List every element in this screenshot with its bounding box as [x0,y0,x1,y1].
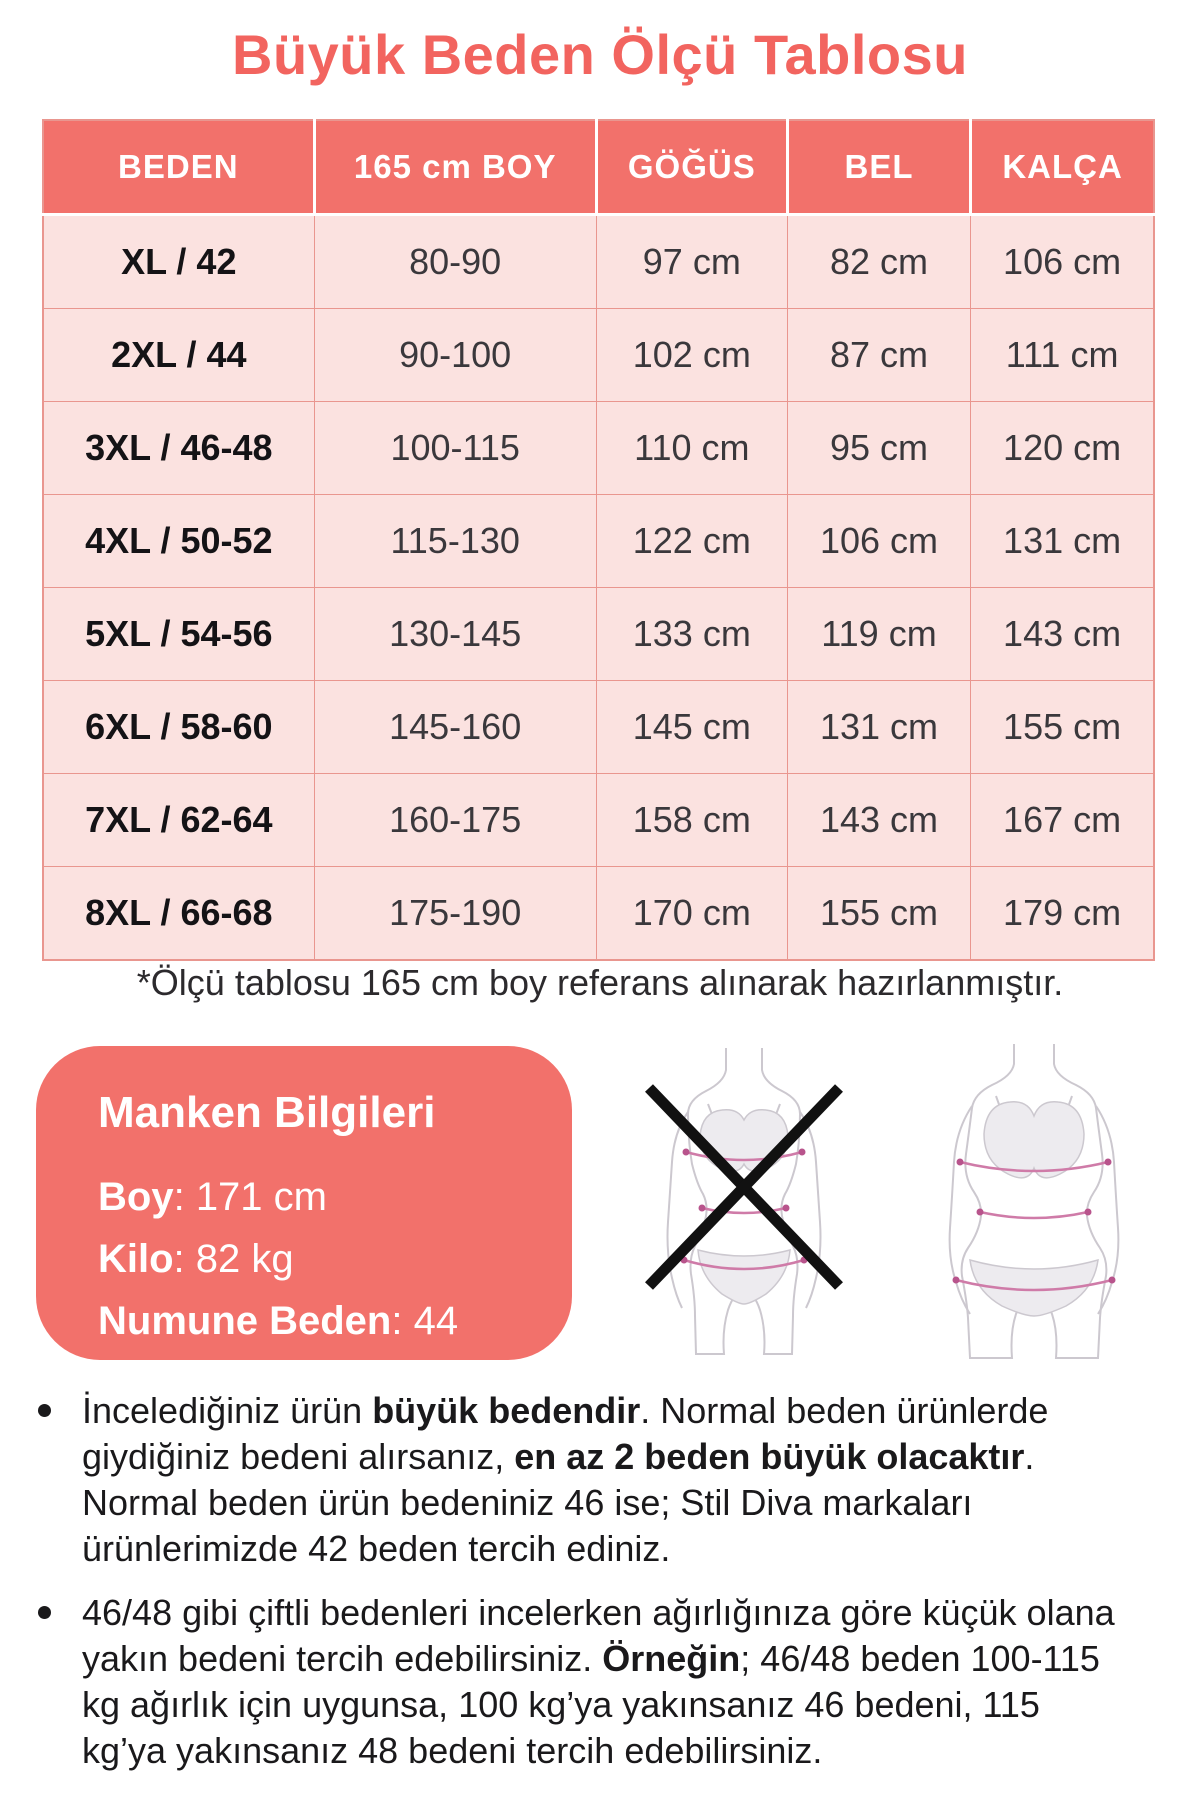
model-weight-line [98,1228,542,1290]
size-cell: 7XL / 62-64 [43,774,314,867]
separator: : [173,1237,196,1281]
info-bullet-list [36,1388,1128,1792]
kalca-cell: 179 cm [971,867,1154,961]
bel-cell: 82 cm [787,215,970,309]
kalca-cell: 106 cm [971,215,1154,309]
table-row [43,495,1154,588]
bullet-text-bold: büyük bedendir [372,1390,641,1431]
gogus-cell: 102 cm [596,309,787,402]
kalca-cell: 155 cm [971,681,1154,774]
model-height-label: Boy [98,1175,174,1219]
table-row [43,215,1154,309]
slim-body-figure-crossed [604,1046,884,1358]
boy-cell: 80-90 [314,215,596,309]
col-header-boy: 165 cm BOY [314,120,596,215]
bel-cell: 119 cm [787,588,970,681]
table-row [43,867,1154,961]
col-header-beden: BEDEN [43,120,314,215]
kalca-cell: 131 cm [971,495,1154,588]
bullet-text: İncelediğiniz ürün [82,1390,373,1431]
bullet-text: 46/48 gibi çiftli bedenleri incelerken ağırlığınıza göre küçük olana yakın bedeni tercih edebilirsiniz. [82,1592,1115,1679]
size-cell: 5XL / 54-56 [43,588,314,681]
table-row [43,309,1154,402]
boy-cell: 115-130 [314,495,596,588]
model-height-value: 171 cm [195,1175,327,1219]
col-header-gogus: GÖĞÜS [596,120,787,215]
gogus-cell: 170 cm [596,867,787,961]
size-cell: 8XL / 66-68 [43,867,314,961]
size-cell: 3XL / 46-48 [43,402,314,495]
slim-body-outline [688,1048,800,1354]
bullet-sizing-note [36,1388,1128,1572]
bullet-text: . Normal beden ürünlerde giydiğiniz bedeni alırsanız, [82,1390,1049,1477]
size-cell: 4XL / 50-52 [43,495,314,588]
boy-cell: 90-100 [314,309,596,402]
bel-cell: 143 cm [787,774,970,867]
model-info-title: Manken Bilgileri [98,1088,436,1137]
kalca-cell: 120 cm [971,402,1154,495]
model-sample-size-label: Numune Beden [98,1299,392,1343]
model-weight-value: 82 kg [195,1237,294,1281]
col-header-bel: BEL [787,120,970,215]
table-row [43,774,1154,867]
model-weight-label: Kilo [98,1237,174,1281]
table-row [43,681,1154,774]
bullet-text: . Normal beden ürün bedeniniz 46 ise; Stil Diva markaları ürünlerimizde 42 beden tercih ediniz. [82,1436,1035,1569]
bel-cell: 155 cm [787,867,970,961]
kalca-cell: 143 cm [971,588,1154,681]
model-sample-size-value: 44 [413,1299,459,1343]
boy-cell: 175-190 [314,867,596,961]
gogus-cell: 97 cm [596,215,787,309]
bullet-double-size-note [36,1590,1128,1774]
col-header-kalca: KALÇA [971,120,1154,215]
table-footnote: *Ölçü tablosu 165 cm boy referans alınarak hazırlanmıştır. [136,962,1064,1003]
gogus-cell: 122 cm [596,495,787,588]
page-title: Büyük Beden Ölçü Tablosu [232,23,968,86]
separator: : [173,1175,196,1219]
gogus-cell: 145 cm [596,681,787,774]
size-table [42,119,1155,961]
table-row [43,402,1154,495]
bel-cell: 131 cm [787,681,970,774]
table-row [43,588,1154,681]
model-info-box [36,1046,572,1360]
model-height-line [98,1166,542,1228]
plus-body-figure [884,1042,1184,1360]
size-cell: 2XL / 44 [43,309,314,402]
gogus-cell: 110 cm [596,402,787,495]
bullet-text-bold: en az 2 beden büyük olacaktır [514,1436,1025,1477]
kalca-cell: 167 cm [971,774,1154,867]
boy-cell: 100-115 [314,402,596,495]
bel-cell: 106 cm [787,495,970,588]
bel-cell: 87 cm [787,309,970,402]
bullet-text: ; 46/48 beden 100-115 kg ağırlık için uygunsa, 100 kg’ya yakınsanız 46 bedeni, 115 kg’ya yakınsanız 48 bedeni tercih edebilirsiniz. [82,1638,1100,1771]
gogus-cell: 158 cm [596,774,787,867]
bel-cell: 95 cm [787,402,970,495]
boy-cell: 130-145 [314,588,596,681]
boy-cell: 145-160 [314,681,596,774]
kalca-cell: 111 cm [971,309,1154,402]
size-table-header [43,120,1154,215]
size-cell: 6XL / 58-60 [43,681,314,774]
model-sample-size-line [98,1290,542,1352]
bullet-text-bold: Örneğin [602,1638,741,1679]
size-cell: XL / 42 [43,215,314,309]
separator: : [391,1299,414,1343]
boy-cell: 160-175 [314,774,596,867]
gogus-cell: 133 cm [596,588,787,681]
